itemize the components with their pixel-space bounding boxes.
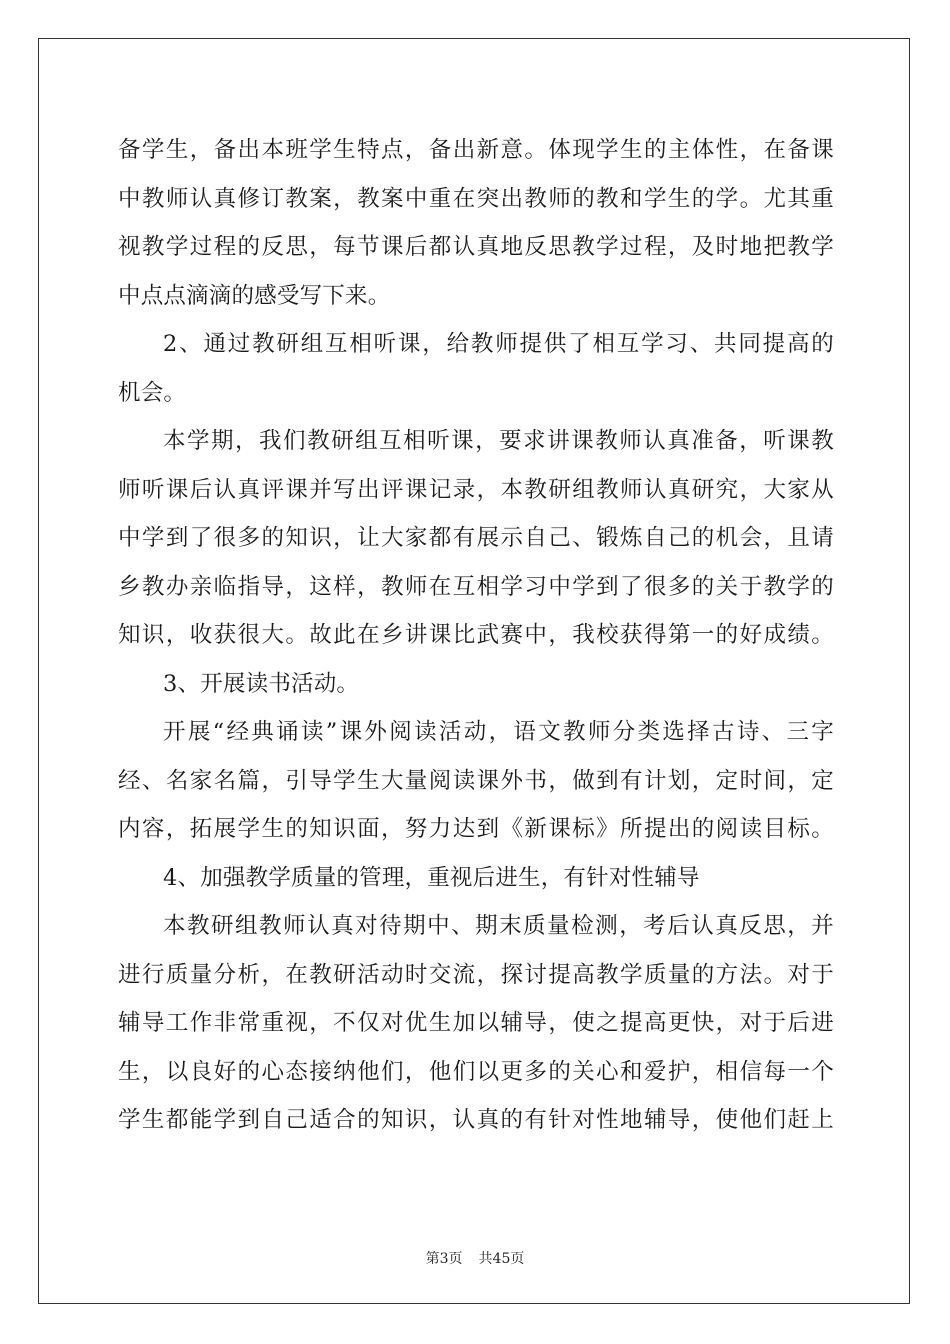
text-line: 知识，收获很大。故此在乡讲课比武赛中，我校获得第一的好成绩。 (118, 622, 834, 648)
text-line: 2、通过教研组互相听课，给教师提供了相互学习、共同提高的 (163, 331, 834, 357)
text-line: 开展“经典诵读”课外阅读活动，语文教师分类选择古诗、三字 (163, 719, 834, 745)
page-number: 第3页 (425, 1251, 463, 1267)
text-line: 本学期，我们教研组互相听课，要求讲课教师认真准备，听课教 (163, 428, 834, 454)
text-line: 师听课后认真评课并写出评课记录，本教研组教师认真研究，大家从 (118, 476, 834, 503)
document-body (118, 126, 834, 1145)
text-line: 本教研组教师认真对待期中、期末质量检测，考后认真反思，并 (163, 913, 834, 939)
text-line: 学生都能学到自己适合的知识，认真的有针对性地辅导，使他们赶上 (118, 1107, 834, 1133)
text-line: 机会。 (118, 379, 187, 406)
text-line: 进行质量分析，在教研活动时交流，探讨提高教学质量的方法。对于 (118, 961, 834, 988)
text-line: 经、名家名篇，引导学生大量阅读课外书，做到有计划，定时间，定 (118, 767, 834, 794)
text-line: 中教师认真修订教案，教案中重在突出教师的教和学生的学。尤其重 (118, 185, 834, 212)
text-line: 中点点滴滴的感受写下来。 (118, 282, 391, 309)
text-line: 视教学过程的反思，每节课后都认真地反思教学过程，及时地把教学 (118, 234, 834, 260)
total-pages: 共45页 (478, 1251, 525, 1267)
text-line: 乡教办亲临指导，这样，教师在互相学习中学到了很多的关于教学的 (118, 573, 834, 600)
text-line: 辅导工作非常重视，不仅对优生加以辅导，使之提高更快，对于后进 (118, 1010, 834, 1036)
page-footer (0, 1248, 950, 1268)
text-line: 中学到了很多的知识，让大家都有展示自己、锻炼自己的机会，且请 (118, 525, 834, 551)
text-line: 内容，拓展学生的知识面，努力达到《新课标》所提出的阅读目标。 (118, 816, 834, 842)
text-line: 生，以良好的心态接纳他们，他们以更多的关心和爱护，相信每一个 (118, 1058, 834, 1085)
text-line: 3、开展读书活动。 (163, 670, 360, 697)
text-line: 备学生，备出本班学生特点，备出新意。体现学生的主体性，在备课 (118, 137, 834, 163)
text-line: 4、加强教学质量的管理，重视后进生，有针对性辅导 (163, 864, 700, 891)
